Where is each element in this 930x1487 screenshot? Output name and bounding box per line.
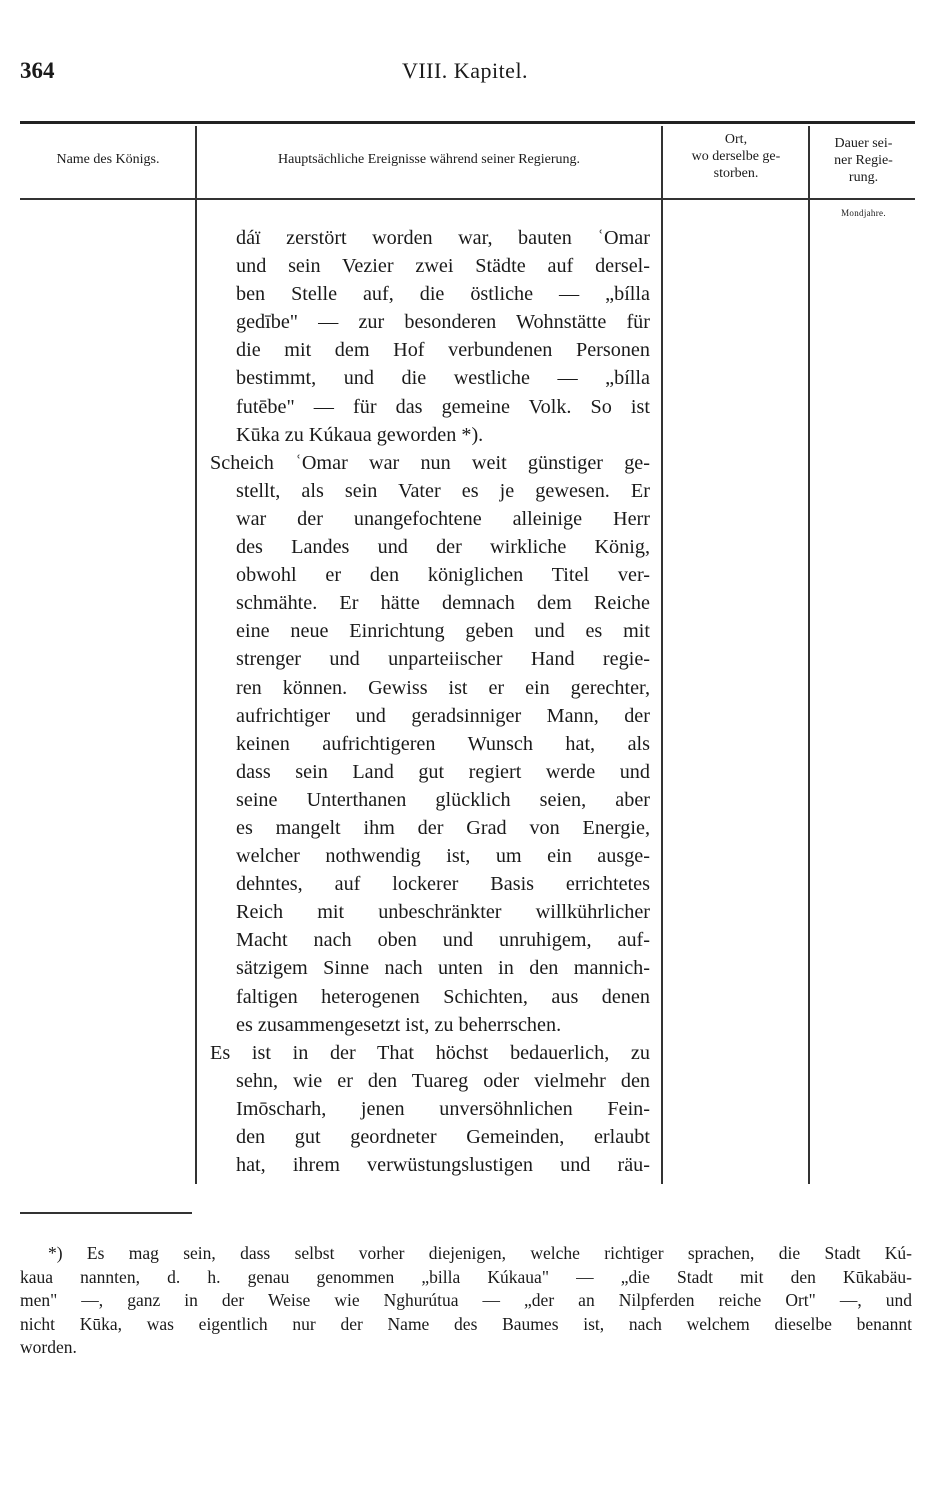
text-line: faltigen heterogenen Schichten, aus denen (236, 985, 650, 1008)
text-line: sätzigem Sinne nach unten in den mannich- (236, 957, 650, 980)
text-line: welcher nothwendig ist, um ein ausge- (236, 845, 650, 868)
text-line: obwohl er den königlichen Titel ver- (236, 564, 650, 587)
footnote-line: *) Es mag sein, dass selbst vorher diejenigen, welche richtiger sprachen, die Stadt Kú- (48, 1243, 912, 1263)
column-header-line: Ort, (724, 132, 748, 147)
text-line: Imōscharh, jenen unversöhnlichen Fein- (236, 1097, 650, 1120)
column-header-place-of-death (664, 131, 808, 182)
text-line: des Landes und der wirkliche König, (236, 536, 650, 559)
text-line: bestimmt, und die westliche — „bílla (236, 367, 650, 390)
paragraph (210, 449, 650, 1039)
column-divider (808, 126, 810, 1184)
column-header-king-name: Name des Königs. (56, 152, 160, 167)
events-text (210, 224, 650, 1179)
column-header-line: rung. (848, 170, 879, 185)
chapter-title: VIII. Kapitel. (401, 58, 529, 83)
column-header-line: storben. (713, 166, 759, 181)
column-header-events: Hauptsächliche Ereignisse während seiner Regierung. (277, 152, 581, 167)
text-line: ren können. Gewiss ist er ein gerechter, (236, 676, 650, 699)
text-line: es zusammengesetzt ist, zu beherrschen. (236, 1013, 562, 1036)
footnote (20, 1242, 912, 1360)
column-header-reign-duration (812, 135, 915, 186)
text-line: dáï zerstört worden war, bauten ʿOmar (236, 227, 650, 249)
text-line: die mit dem Hof verbundenen Personen (236, 339, 650, 362)
text-line: den gut geordneter Gemeinden, erlaubt (236, 1126, 650, 1148)
footnote-line: nicht Kūka, was eigentlich nur der Name des Baumes ist, nach welchem dieselbe benannt (20, 1313, 912, 1334)
text-line: dehntes, auf lockerer Basis errichtetes (236, 873, 650, 896)
text-line: es mangelt ihm der Grad von Energie, (236, 816, 650, 839)
text-line: eine neue Einrichtung geben und es mit (236, 620, 650, 643)
text-line: dass sein Land gut regiert werde und (236, 760, 650, 783)
text-line: seine Unterthanen glücklich seien, aber (236, 788, 650, 811)
footnote-rule (20, 1212, 192, 1214)
page-number: 364 (20, 58, 55, 83)
text-line: schmähte. Er hätte demnach dem Reiche (236, 592, 650, 615)
footnote-line: worden. (20, 1337, 77, 1358)
table-top-rule (20, 121, 915, 124)
text-line: ben Stelle auf, die östliche — „bílla (236, 283, 650, 306)
column-header-line: Dauer sei- (834, 136, 893, 151)
footnote-line: men" —, ganz in der Weise wie Nghurútua — „der an Nilpferden reiche Ort" —, und (20, 1290, 912, 1311)
text-line: keinen aufrichtigeren Wunsch hat, als (236, 732, 650, 755)
text-line: Reich mit unbeschränkter willkührlicher (236, 901, 650, 924)
text-line: aufrichtiger und geradsinniger Mann, der (236, 704, 650, 727)
text-line: Kūka zu Kúkaua geworden *). (236, 423, 484, 446)
text-line: und sein Vezier zwei Städte auf dersel- (236, 255, 650, 278)
table-header-rule (20, 198, 915, 200)
unit-label: Mondjahre. (841, 208, 886, 218)
text-line: war der unangefochtene alleinige Herr (236, 507, 650, 530)
column-header-line: wo derselbe ge- (691, 149, 781, 164)
text-line: hat, ihrem verwüstungslustigen und räu- (236, 1154, 650, 1177)
running-head (20, 58, 910, 90)
text-line: Es ist in der That höchst bedauerlich, zu (210, 1041, 650, 1064)
column-divider (195, 126, 197, 1184)
text-line: stellt, als sein Vater es je gewesen. Er (236, 479, 650, 502)
paragraph (210, 224, 650, 449)
column-header-line: ner Regie- (834, 153, 893, 168)
paragraph (210, 1039, 650, 1179)
text-line: Scheich ʿOmar war nun weit günstiger ge- (210, 451, 650, 474)
text-line: futēbe" — für das gemeine Volk. So ist (236, 395, 650, 418)
footnote-line: kaua nannten, d. h. genau genommen „billa Kúkaua" — „die Stadt mit den Kūkabäu- (20, 1266, 912, 1287)
text-line: Macht nach oben und unruhigem, auf- (236, 929, 650, 952)
text-line: sehn, wie er den Tuareg oder vielmehr den (236, 1069, 650, 1092)
text-line: gedībe" — zur besonderen Wohnstätte für (236, 311, 650, 334)
column-divider (661, 126, 663, 1184)
text-line: strenger und unparteiischer Hand regie- (236, 648, 650, 671)
